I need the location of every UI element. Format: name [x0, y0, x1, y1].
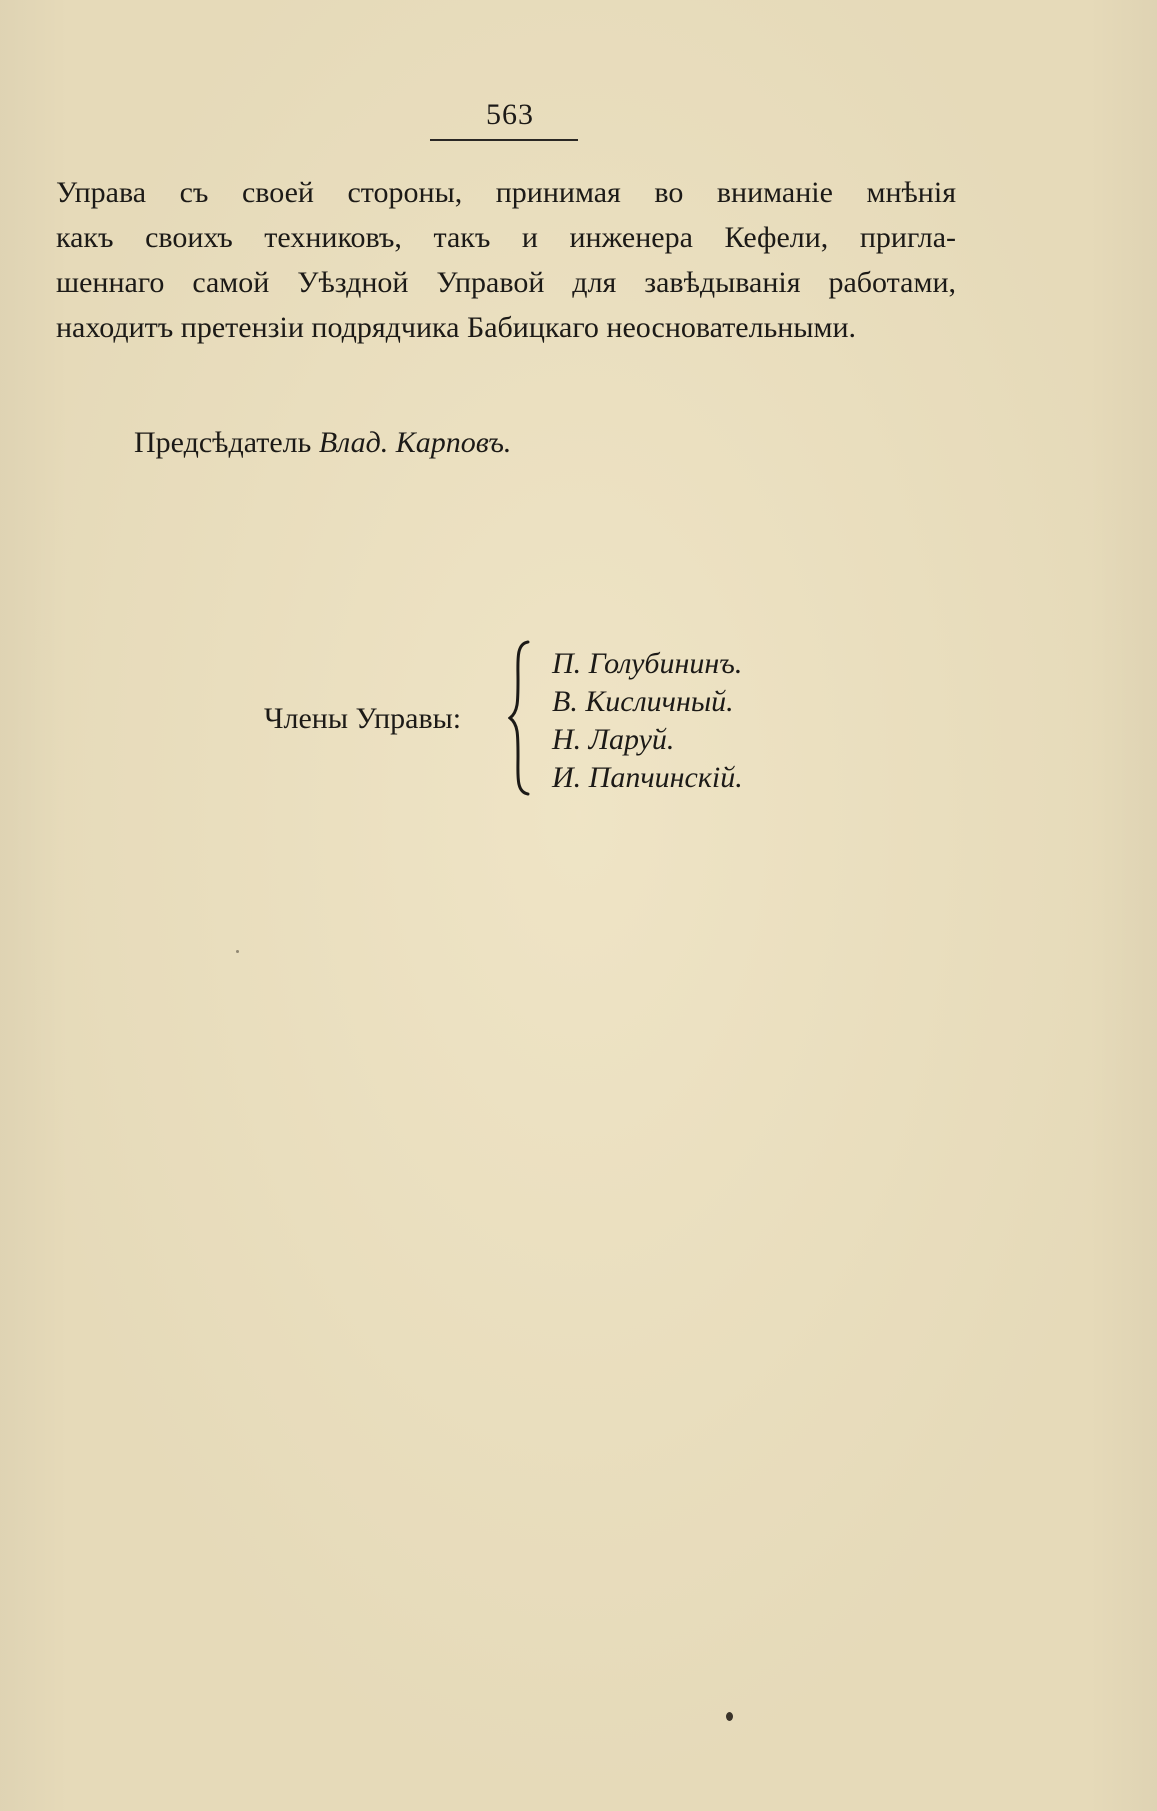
chairman-title: Предсѣдатель	[134, 426, 312, 459]
page-number: 563	[486, 98, 534, 131]
member-name: В. Кисличный.	[552, 685, 734, 718]
curly-brace-icon	[508, 640, 534, 796]
main-paragraph	[56, 170, 956, 350]
members-list	[552, 645, 743, 797]
paper-speck	[726, 1712, 733, 1721]
header-rule	[430, 139, 578, 141]
paper-speck	[236, 950, 239, 953]
paragraph-line: Управа съ своей стороны, принимая во вниманіе мнѣнія	[56, 176, 956, 209]
paragraph-line: находитъ претензіи подрядчика Бабицкаго неосновательными.	[56, 311, 857, 344]
member-name: И. Папчинскій.	[552, 761, 743, 794]
chairman-signature	[134, 426, 511, 460]
paragraph-line: шеннаго самой Уѣздной Управой для завѣдыванія работами,	[56, 266, 956, 299]
members-label: Члены Управы:	[264, 702, 462, 735]
member-name: П. Голубининъ.	[552, 647, 743, 680]
member-name: Н. Ларуй.	[552, 723, 675, 756]
paragraph-line: какъ своихъ техниковъ, такъ и инженера Кефели, пригла-	[56, 221, 956, 254]
chairman-name: Влад. Карповъ.	[318, 426, 512, 459]
